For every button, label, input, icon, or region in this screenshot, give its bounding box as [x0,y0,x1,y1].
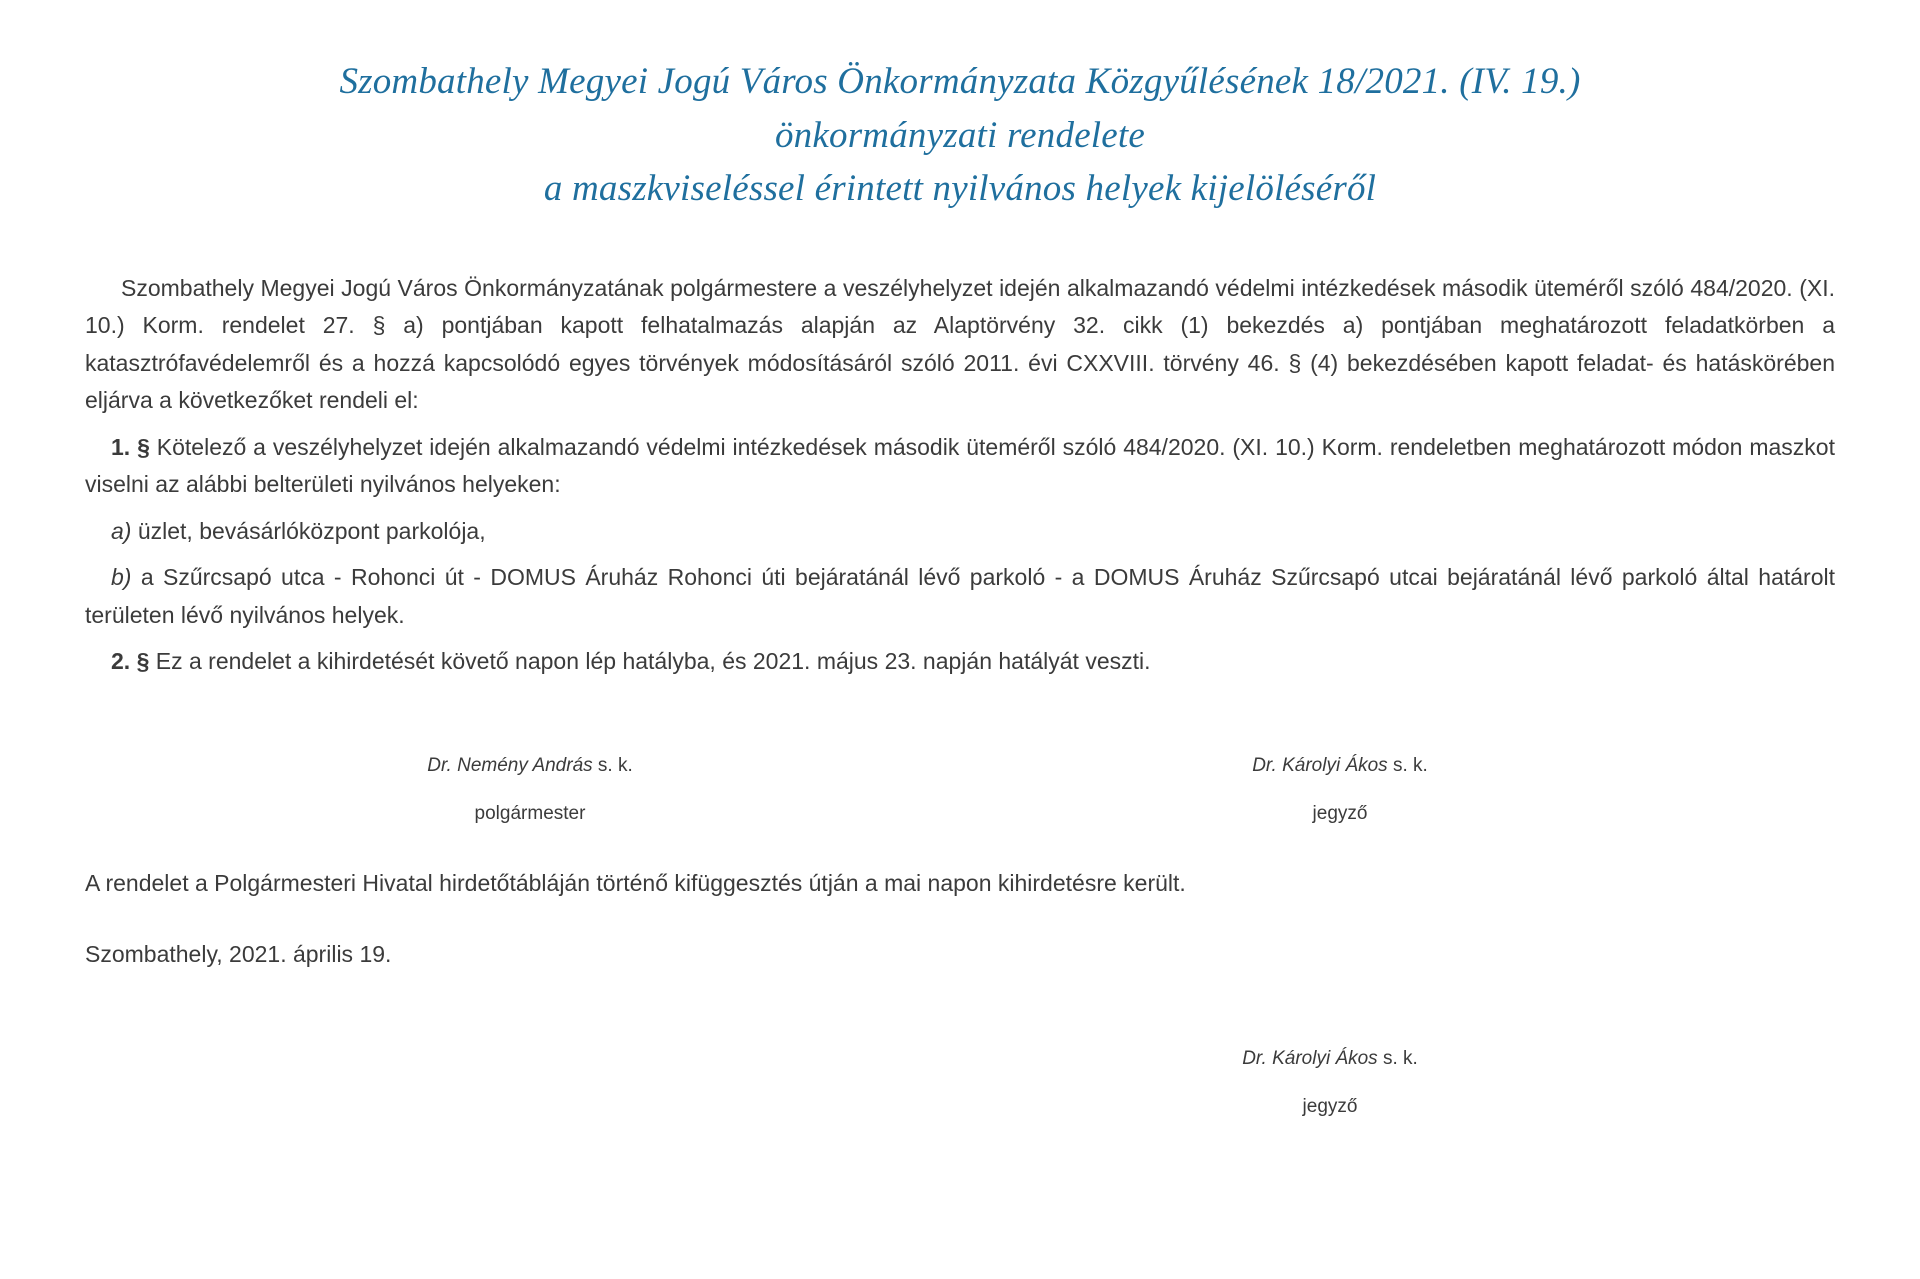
title-line-3: a maszkviseléssel érintett nyilvános helyek kijelöléséről [543,168,1377,210]
final-signature-role: jegyző [1302,1096,1358,1118]
final-signature-spacer [85,1048,915,1118]
preamble-paragraph: Szombathely Megyei Jogú Város Önkormányzatának polgármestere a veszélyhelyzet idején alkalmazandó védelmi intézkedések második üteméről szóló 484/2020. (XI. 10.) Korm. rendelet 27. § a) pontjában kapott felhatalmazás alapján az Alaptörvény 32. cikk (1) bekezdés a) pontjában meghatározott feladatkörben a katasztrófavédelemről és a hozzá kapcsolódó egyes törvények módosításáról szóló 2011. évi CXXVIII. törvény 46. § (4) bekezdésében kapott feladat- és hatáskörében eljárva a következőket rendeli el: [85,274,1835,414]
final-signature-name: Dr. Károlyi Ákos [1242,1048,1378,1070]
point-a-text: üzlet, bevásárlóközpont parkolója, [131,517,486,544]
place-date: Szombathely, 2021. április 19. [85,940,392,967]
promulgation-block [85,865,1835,973]
section-2-paragraph [85,643,1835,680]
final-signature [915,1048,1835,1118]
signature-left-suffix: s. k. [592,754,633,776]
title-line-2: önkormányzati rendelete [774,114,1146,156]
point-b-marker: b) [111,564,132,591]
signature-right-role: jegyző [1312,802,1368,824]
final-signature-name-row [915,1048,1745,1070]
point-a-marker: a) [111,517,132,544]
title-line-1: Szombathely Megyei Jogú Város Önkormányzata Közgyűlésének 18/2021. (IV. 19.) [339,61,1581,102]
section-1-paragraph [85,429,1835,504]
signature-right [935,755,1835,825]
signature-left [85,755,935,825]
promulgation-text: A rendelet a Polgármesteri Hivatal hirdetőtábláján történő kifüggesztés útján a mai napon kihirdetésre került. [85,869,1186,896]
section-2-marker: 2. § [111,648,150,675]
signature-right-name: Dr. Károlyi Ákos [1252,754,1388,776]
signature-left-name-row [125,755,935,777]
signature-right-name-row [935,755,1745,777]
final-signature-suffix: s. k. [1377,1048,1418,1070]
point-b-text: a Szűrcsapó utca - Rohonci út - DOMUS Áruház Rohonci úti bejáratánál lévő parkoló - a DOMUS Áruház Szűrcsapó utcai bejáratánál lévő parkoló által határolt területen lévő nyilvános helyek. [85,564,1835,628]
final-signature-block [85,1048,1835,1118]
point-a-paragraph [85,513,1835,550]
point-b-paragraph [85,559,1835,634]
section-2-text: Ez a rendelet a kihirdetését követő napon lép hatályba, és 2021. május 23. napján hatályát veszti. [149,648,1151,675]
page-title [85,55,1835,216]
signature-right-suffix: s. k. [1387,754,1428,776]
signature-left-name: Dr. Nemény András [427,754,593,776]
signature-block [85,755,1835,825]
document-body [85,270,1835,681]
section-1-marker: 1. § [111,433,150,460]
section-1-text: Kötelező a veszélyhelyzet idején alkalmazandó védelmi intézkedések második üteméről szóló 484/2020. (XI. 10.) Korm. rendeletben meghatározott módon maszkot viselni az alábbi belterületi nyilvános helyeken: [85,433,1835,498]
signature-left-role: polgármester [474,802,586,824]
